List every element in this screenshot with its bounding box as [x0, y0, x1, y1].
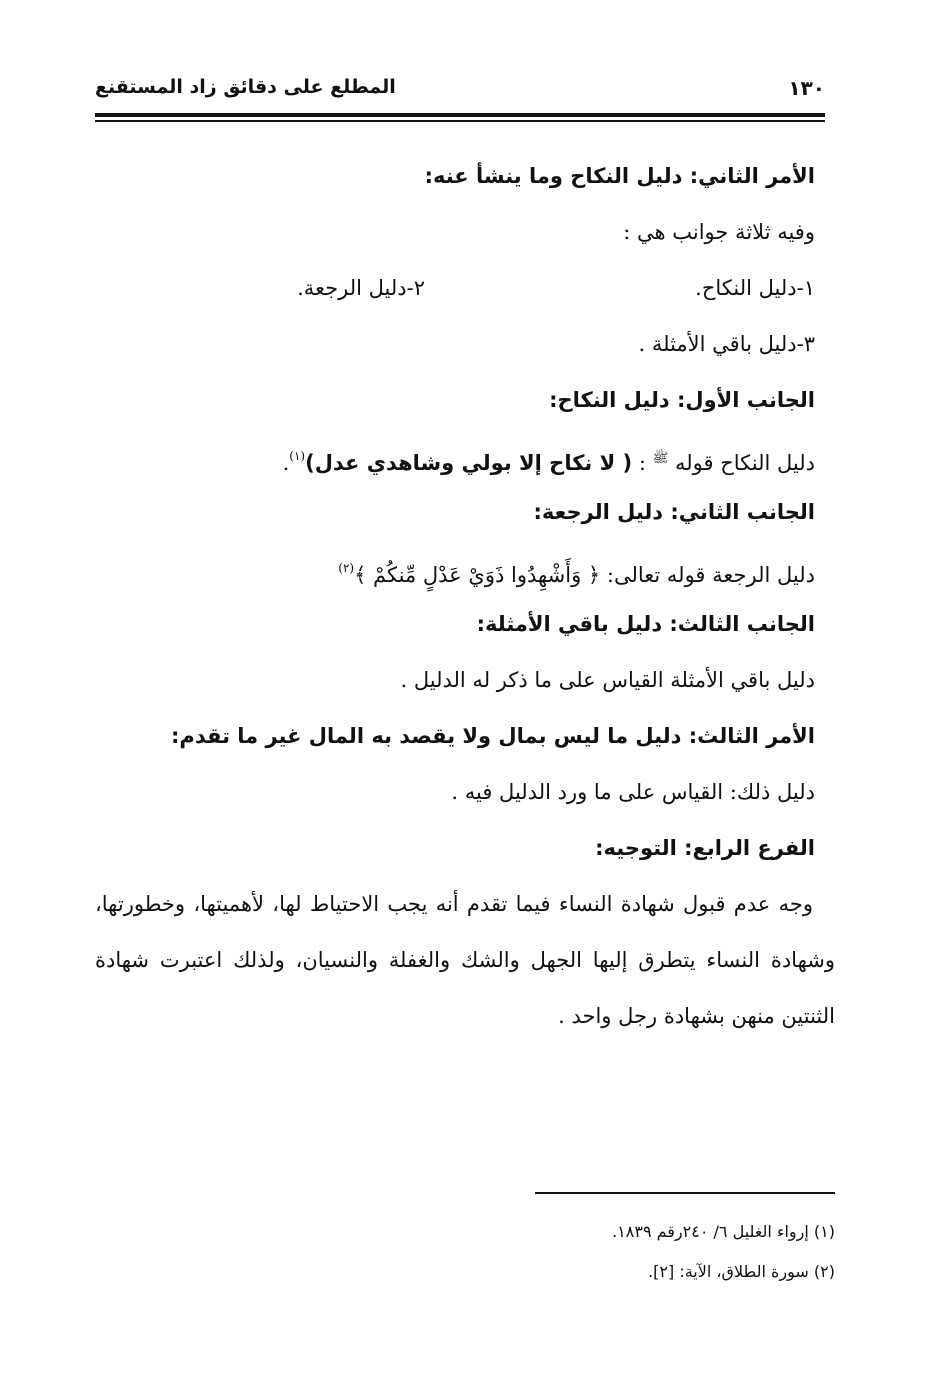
heading-fourth-branch: الفرع الرابع: التوجيه: [595, 836, 815, 860]
evidence-third-matter: دليل ذلك: القياس على ما ورد الدليل فيه . [451, 780, 815, 804]
quran-verse: ﴿ وَأَشْهِدُوا ذَوَيْ عَدْلٍ مِّنكُمْ ﴾ [354, 563, 601, 587]
footnote-ref-1[interactable]: (١) [289, 449, 306, 463]
header-rule-thin [95, 120, 825, 122]
evidence-raja [95, 540, 815, 596]
footnote-separator [535, 1192, 835, 1194]
evidence-nikah [95, 428, 815, 484]
book-title: المطلع على دقائق زاد المستقنع [95, 76, 396, 98]
footnote-ref-2[interactable]: (٢) [338, 561, 355, 575]
heading-third-aspect: الجانب الثالث: دليل باقي الأمثلة: [476, 612, 815, 636]
heading-third-matter: الأمر الثالث: دليل ما ليس بمال ولا يقصد به المال غير ما تقدم: [171, 724, 815, 748]
item-1: ١-دليل النكاح. [695, 276, 815, 300]
heading-first-aspect: الجانب الأول: دليل النكاح: [549, 388, 815, 412]
honorific-glyph: ﷺ [652, 451, 669, 466]
header-rule-thick [95, 113, 825, 117]
main-text [95, 148, 835, 1044]
footnote-2: (٢) سورة الطلاق، الآية: [٢]. [648, 1262, 835, 1281]
evidence-raja-prefix: دليل الرجعة قوله تعالى: [600, 563, 815, 587]
heading-second-aspect: الجانب الثاني: دليل الرجعة: [533, 500, 815, 524]
intro-three-aspects: وفيه ثلاثة جوانب هي : [623, 220, 815, 244]
item-2: ٢-دليل الرجعة. [297, 276, 425, 300]
footnotes [95, 1212, 835, 1292]
evidence-other: دليل باقي الأمثلة القياس على ما ذكر له الدليل . [400, 668, 815, 692]
evidence-nikah-end: . [282, 451, 290, 475]
footnote-1: (١) إرواء الغليل ٦/ ٢٤٠رقم ١٨٣٩. [612, 1222, 835, 1241]
hadith-text: ( لا نكاح إلا بولي وشاهدي عدل) [305, 451, 633, 475]
page-number: ١٣٠ [788, 76, 825, 100]
item-3: ٣-دليل باقي الأمثلة . [638, 332, 815, 356]
heading-second-matter: الأمر الثاني: دليل النكاح وما ينشأ عنه: [424, 164, 815, 188]
evidence-nikah-colon: : [632, 451, 653, 475]
justification-paragraph: وجه عدم قبول شهادة النساء فيما تقدم أنه يجب الاحتياط لها، لأهميتها، وخطورتها، وشهادة النساء يتطرق إليها الجهل والشك والغفلة والنسيان، ولذلك اعتبرت شهادة الثنتين منهن بشهادة رجل واحد . [95, 892, 835, 1028]
running-header [95, 70, 825, 110]
evidence-nikah-prefix: دليل النكاح قوله [668, 451, 815, 475]
items-row [95, 260, 815, 316]
